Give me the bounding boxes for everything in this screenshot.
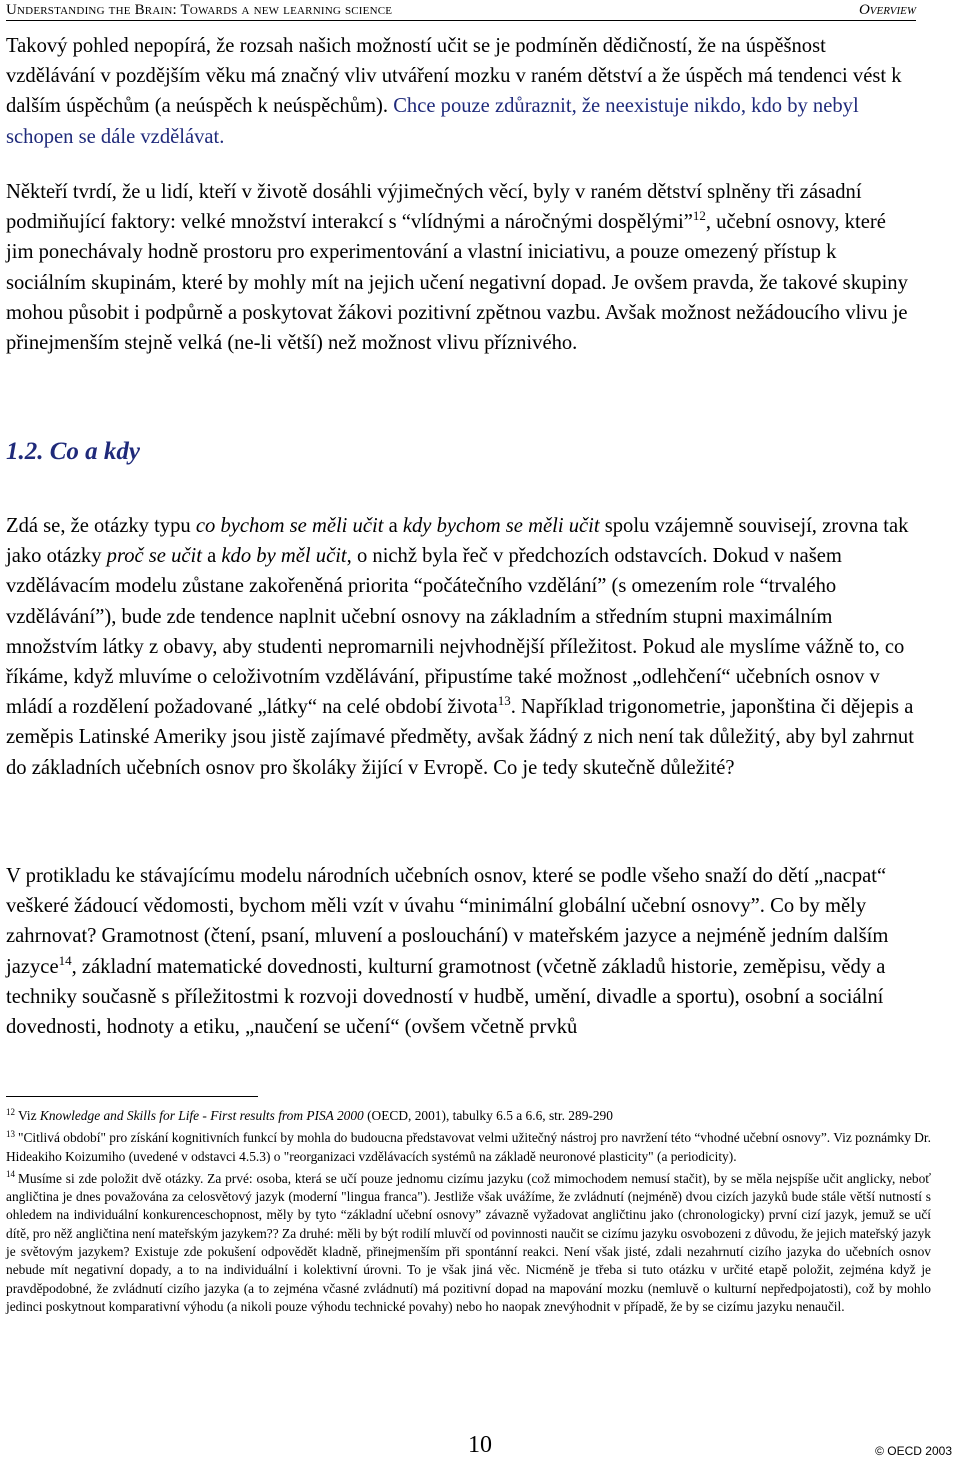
paragraph-2-text-b: , učební osnovy, které jim ponechávaly hodně prostoru pro experimentování a vlastní iniciativu, a pouze omezený přístup k sociálním skupinám, které by mohly mít na jejich učení negativní dopad. Je ovšem pravda, že takové skupiny mohou působit i podpůrně a poskytovat žákovi pozitivní zpětnou vazbu. Avšak možnost nežádoucího vlivu je přinejmenším stejně velká (ne-li větší) než možnost vlivu příznivého. bbox=[6, 211, 908, 355]
paragraph-4-text-a: V protikladu ke stávajícímu modelu národních učebních osnov, které se podle všeho snaží do dětí „nacpat“ veškeré žádoucí vědomosti, bychom měli vzít v úvahu “minimální globální učební osnovy”. Co by měly zahrnovat? Gramotnost (čtení, psaní, mluvení a poslouchání) v mateřském jazyce a nejméně jedním dalším jazyce bbox=[6, 865, 889, 978]
page-number: 10 bbox=[468, 1432, 492, 1458]
footnote-14-number: 14 bbox=[6, 1169, 15, 1180]
copyright: © OECD 2003 bbox=[875, 1444, 952, 1458]
footnote-14 bbox=[6, 1170, 931, 1316]
paragraph-2-text-a: Někteří tvrdí, že u lidí, kteří v životě dosáhli výjimečných věcí, byly v raném dětství splněny tři zásadní podmiňující faktory: velké množství interakcí s “vlídnými a náročnými dospělými” bbox=[6, 181, 862, 234]
paragraph-1-text: Takový pohled nepopírá, že rozsah našich možností učit se je podmíněn dědičností, že na úspěšnost vzdělávání v pozdějším věku má značný vliv utváření mozku v raném dětství a že úspěch má tendenci vést k dalším úspěchům (a neúspěch k neúspěchům). bbox=[6, 35, 902, 118]
footnote-separator bbox=[6, 1096, 258, 1097]
footnote-ref-14[interactable]: 14 bbox=[58, 952, 72, 968]
header-rule bbox=[6, 20, 916, 21]
page-footer bbox=[0, 1432, 960, 1462]
footnote-ref-12[interactable]: 12 bbox=[692, 208, 706, 224]
paragraph-3-seg-2: a bbox=[383, 515, 403, 537]
footnote-12-pre: Viz bbox=[18, 1108, 40, 1123]
footnote-13-number: 13 bbox=[6, 1128, 15, 1139]
paragraph-3-italic-1: co bychom se měli učit bbox=[195, 515, 384, 537]
paragraph-3-italic-2: kdy bychom se měli učit bbox=[402, 515, 600, 537]
paragraph-1 bbox=[6, 31, 918, 152]
footnote-12-post: (OECD, 2001), tabulky 6.5 a 6.6, str. 289-290 bbox=[363, 1108, 613, 1123]
footnote-14-text: Musíme si zde položit dvě otázky. Za prvé: osoba, která se učí pouze jednomu cizímu jazyku (což mimochodem nemusí stačit), by se měla nejspíše učit anglicky, neboť angličtina je dnes považována za celosvětový jazyk (moderní "lingua franca"). Jestliže však uvážíme, že zvládnutí (nejméně) dvou cizích jazyků bude stále větší nutností s ohledem na individuální konkurenceschopnost, měly by tyto “základní učební osnovy” závazně vyžadovat angličtinu jako (chronologicky) první cizí jazyk, jemuž se učí dítě, pro něž angličtina není mateřským jazykem?? Za druhé: měli by být rodilí mluvčí od povinnosti naučit se cizímu jazyku osvobozeni z důvodu, že jejich mateřský jazyk je světovým jazykem? Existuje zde pokušení odpovědět kladně, přinejmenším při spontánní reakci. Není však jisté, zdali nezahrnutí cizího jazyka do učebních osnov nebude mít negativní dopady, a to na individuální i kolektivní úrovni. To je však jiná věc. Nicméně je třeba si tuto otázku v určité etapě položit, zejména když je pravděpodobné, že zvládnutí cizího jazyka (a to zejména včasné zvládnutí) má pozitivní dopad na mapování mozku (nemluvě o kulturní nepředpojatosti), což by mohlo jedinci poskytnout komparativní výhodu (a nikoli pouze výhodu technické povahy) nebo ho naopak znevýhodnit v případě, že by se cizímu jazyku nenaučil. bbox=[6, 1170, 931, 1314]
paragraph-3-seg-3: spolu vzájemně souvisejí, zrovna tak jako otázky bbox=[6, 515, 909, 568]
footnote-13 bbox=[6, 1129, 931, 1166]
footnote-13-text: "Citlivá období" pro získání kognitivních funkcí by mohla do budoucna představovat velmi užitečný nástroj pro navržení této “vhodné učební osnovy”. Viz poznámky Dr. Hideakiho Koizumiho (uvedené v odstavci 4.5.3) o "reorganizaci vzdělávacích systémů na základě neuronové plasticity" (a periodicity). bbox=[6, 1130, 931, 1164]
footnotes bbox=[6, 1107, 931, 1320]
footnote-12 bbox=[6, 1107, 931, 1125]
footnote-12-number: 12 bbox=[6, 1106, 15, 1117]
paragraph-1-highlight: Chce pouze zdůraznit, že neexistuje nikdo, kdo by nebyl schopen se dále vzdělávat. bbox=[6, 95, 859, 148]
footnote-12-title: Knowledge and Skills for Life - First results from PISA 2000 bbox=[39, 1108, 364, 1123]
paragraph-3-seg-6: . Například trigonometrie, japonština či dějepis a zeměpis Latinské Ameriky jsou jistě zajímavé předměty, avšak žádný z nich není tak důležitý, aby byl zahrnut do základních učebních osnov pro školáky žijící v Evropě. Co je tedy skutečně důležité? bbox=[6, 696, 914, 779]
paragraph-3-italic-3: proč se učit bbox=[106, 545, 202, 568]
paragraph-3-seg-4: a bbox=[201, 545, 222, 568]
header-title: Understanding the Brain: Towards a new learning science bbox=[6, 2, 393, 18]
paragraph-3-seg-1: Zdá se, že otázky typu bbox=[6, 515, 196, 537]
paragraph-3-seg-5: , o nichž byla řeč v předchozích odstavcích. Dokud v našem vzdělávacím modelu zůstane zakořeněná priorita “počátečního vzdělání” (s omezením role “trvalého vzdělávání”), bude zde tendence naplnit učební osnovy na základním a středním stupni maximálním množstvím látky z obavy, aby studenti nepromarnili nejvhodnější příležitost. Pokud ale myslíme vážně to, co říkáme, když mluvíme o celoživotním vzdělávání, připustíme také možnost „odlehčení“ učebních osnov v mládí a rozdělení požadované „látky“ na celé období života bbox=[6, 545, 905, 719]
header-section: Overview bbox=[858, 2, 916, 18]
paragraph-3 bbox=[6, 511, 918, 783]
paragraph-3-italic-4: kdo by měl učit bbox=[221, 545, 347, 568]
footnote-ref-13[interactable]: 13 bbox=[497, 693, 511, 709]
section-heading: 1.2. Co a kdy bbox=[6, 438, 141, 465]
paragraph-2 bbox=[6, 177, 918, 358]
paragraph-4 bbox=[6, 861, 918, 1042]
running-header bbox=[6, 0, 916, 22]
paragraph-4-text-b: , základní matematické dovednosti, kulturní gramotnost (včetně základů historie, zeměpisu, vědy a techniky současně s příležitostmi k rozvoji dovedností v hudbě, umění, divadle a sportu), osobní a sociální dovednosti, hodnoty a etiku, „naučení se učení“ (ovšem včetně prvků bbox=[6, 955, 886, 1039]
